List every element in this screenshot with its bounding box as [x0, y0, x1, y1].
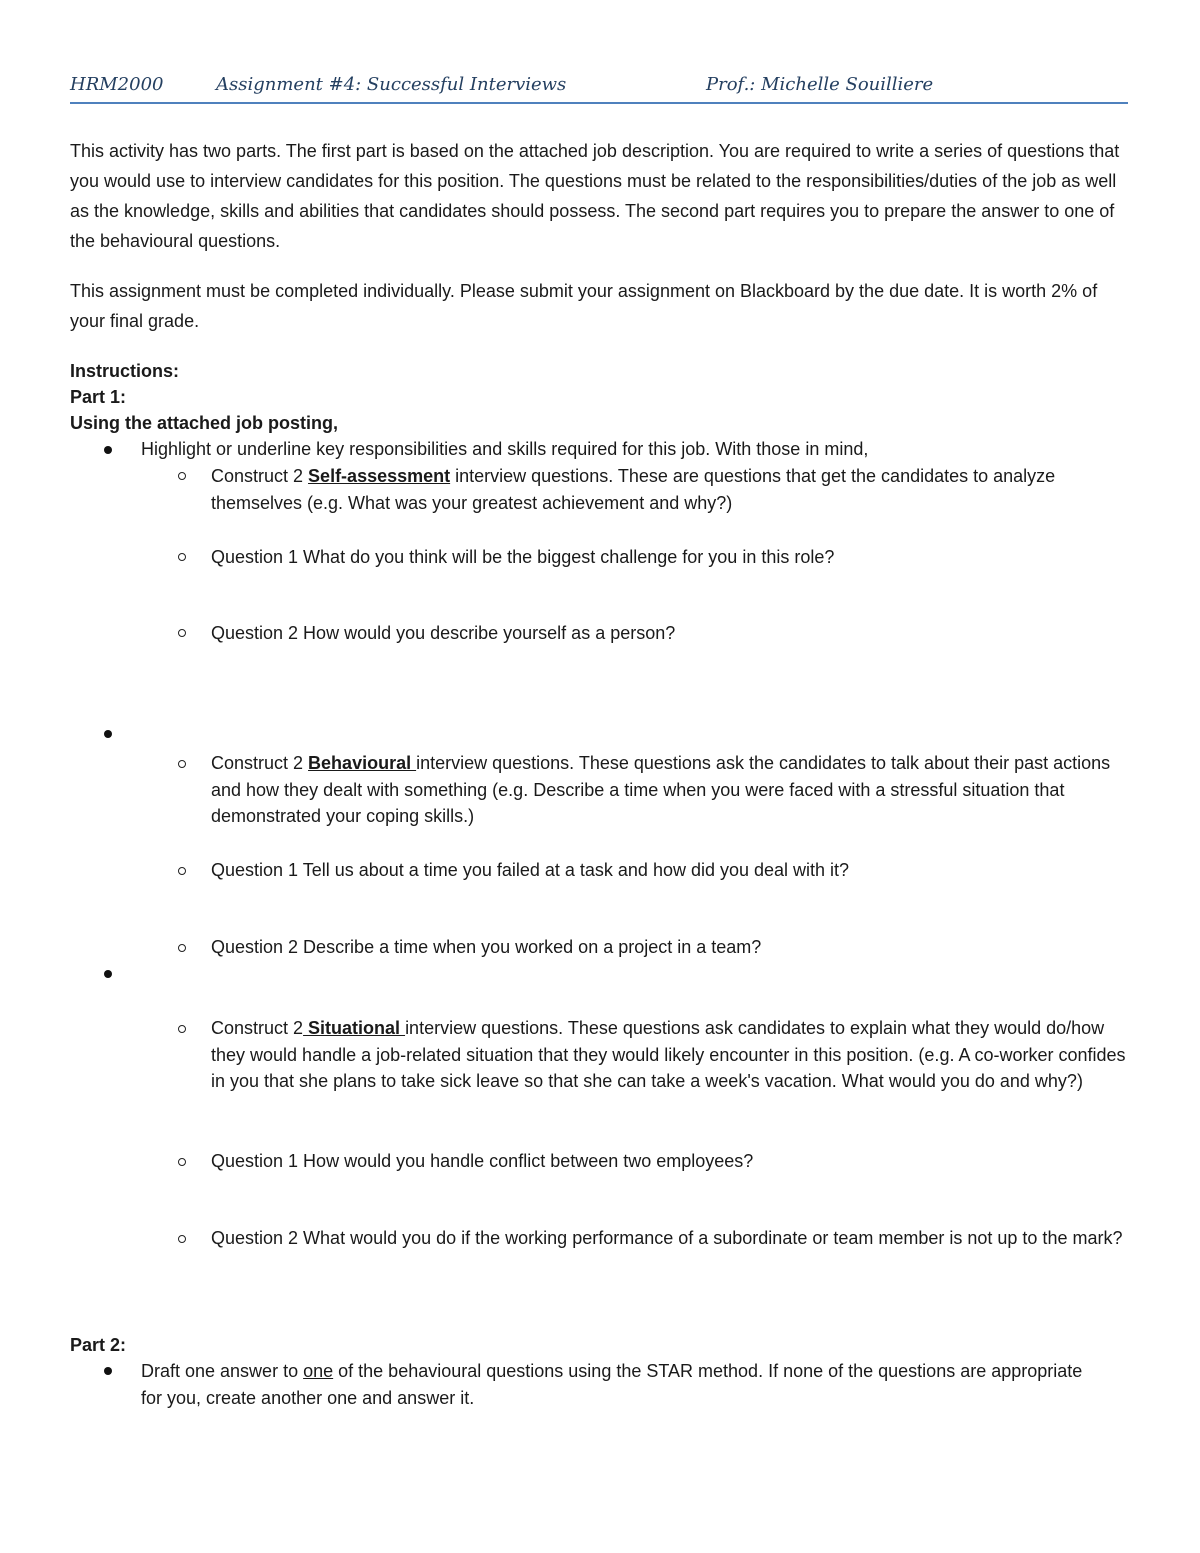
sub-bullet-marker [178, 472, 186, 480]
sub-bullet-marker [178, 629, 186, 637]
instructions-heading: Instructions: [70, 361, 180, 381]
self-assessment-instruction [211, 463, 1131, 516]
bullet-marker [104, 970, 112, 978]
situational-suffix: interview questions. These questions ask candidates to explain what they would do/how they would handle a job-related situation that they would likely encounter in this position. (e.g. A co-worker confides in you that she plans to take sick leave so that she can take a week's vacation. What would you do and why?) [211, 1018, 1126, 1091]
behavioural-question-1: Question 1 Tell us about a time you failed at a task and how did you deal with it? [211, 860, 850, 880]
situational-keyword: Situational [303, 1018, 406, 1038]
behavioural-question-2: Question 2 Describe a time when you worked on a project in a team? [211, 937, 762, 957]
sub-bullet-marker [178, 1025, 186, 1033]
page-header [70, 72, 1128, 100]
situational-question-2: Question 2 What would you do if the working performance of a subordinate or team member is not up to the mark? [211, 1228, 1123, 1248]
self-assessment-prefix: Construct 2 [211, 466, 309, 486]
part2-keyword: one [303, 1361, 334, 1381]
header-course: HRM2000 [70, 74, 164, 95]
part2-suffix: of the behavioural questions using the STAR method. If none of the questions are appropriate for you, create another one and answer it. [141, 1361, 1083, 1408]
intro-paragraph-1: This activity has two parts. The first part is based on the attached job description. You are required to write a series of questions that you would use to interview candidates for this position. The questions must be related to the responsibilities/duties of the job as well as the knowledge, skills and abilities that candidates should possess. The second part requires you to prepare the answer to one of the behavioural questions. [70, 141, 1120, 251]
header-title: Assignment #4: Successful Interviews [216, 74, 567, 95]
bullet-marker [104, 730, 112, 738]
sub-bullet-marker [178, 760, 186, 768]
sub-bullet-marker [178, 1235, 186, 1243]
behavioural-prefix: Construct 2 [211, 753, 309, 773]
sub-bullet-marker [178, 944, 186, 952]
self-assessment-question-2: Question 2 How would you describe yourself as a person? [211, 623, 676, 643]
part2-instruction [141, 1358, 1101, 1411]
part2-prefix: Draft one answer to [141, 1361, 304, 1381]
sub-bullet-marker [178, 1158, 186, 1166]
self-assessment-keyword: Self-assessment [308, 466, 451, 486]
bullet-marker [104, 446, 112, 454]
part2-heading: Part 2: [70, 1335, 127, 1355]
header-professor: Prof.: Michelle Souilliere [706, 74, 934, 95]
behavioural-suffix: interview questions. These questions ask the candidates to talk about their past actions and how they dealt with something (e.g. Describe a time when you were faced with a stressful situation that demonstrated your coping skills.) [211, 753, 1111, 826]
part1-subheading: Using the attached job posting, [70, 413, 339, 433]
sub-bullet-marker [178, 867, 186, 875]
bullet-marker [104, 1367, 112, 1375]
behavioural-keyword: Behavioural [308, 753, 417, 773]
part1-heading: Part 1: [70, 387, 127, 407]
sub-bullet-marker [178, 553, 186, 561]
behavioural-instruction [211, 750, 1131, 830]
self-assessment-suffix: interview questions. These are questions that get the candidates to analyze themselves (e.g. What was your greatest achievement and why?) [211, 466, 1056, 513]
situational-prefix: Construct 2 [211, 1018, 304, 1038]
situational-question-1: Question 1 How would you handle conflict between two employees? [211, 1151, 754, 1171]
bullet-highlight-instructions: Highlight or underline key responsibilities and skills required for this job. With those in mind, [141, 439, 869, 459]
intro-paragraph-2: This assignment must be completed individually. Please submit your assignment on Blackboard by the due date. It is worth 2% of your final grade. [70, 281, 1098, 331]
self-assessment-question-1: Question 1 What do you think will be the biggest challenge for you in this role? [211, 547, 835, 567]
situational-instruction [211, 1015, 1131, 1095]
header-divider [70, 102, 1128, 104]
